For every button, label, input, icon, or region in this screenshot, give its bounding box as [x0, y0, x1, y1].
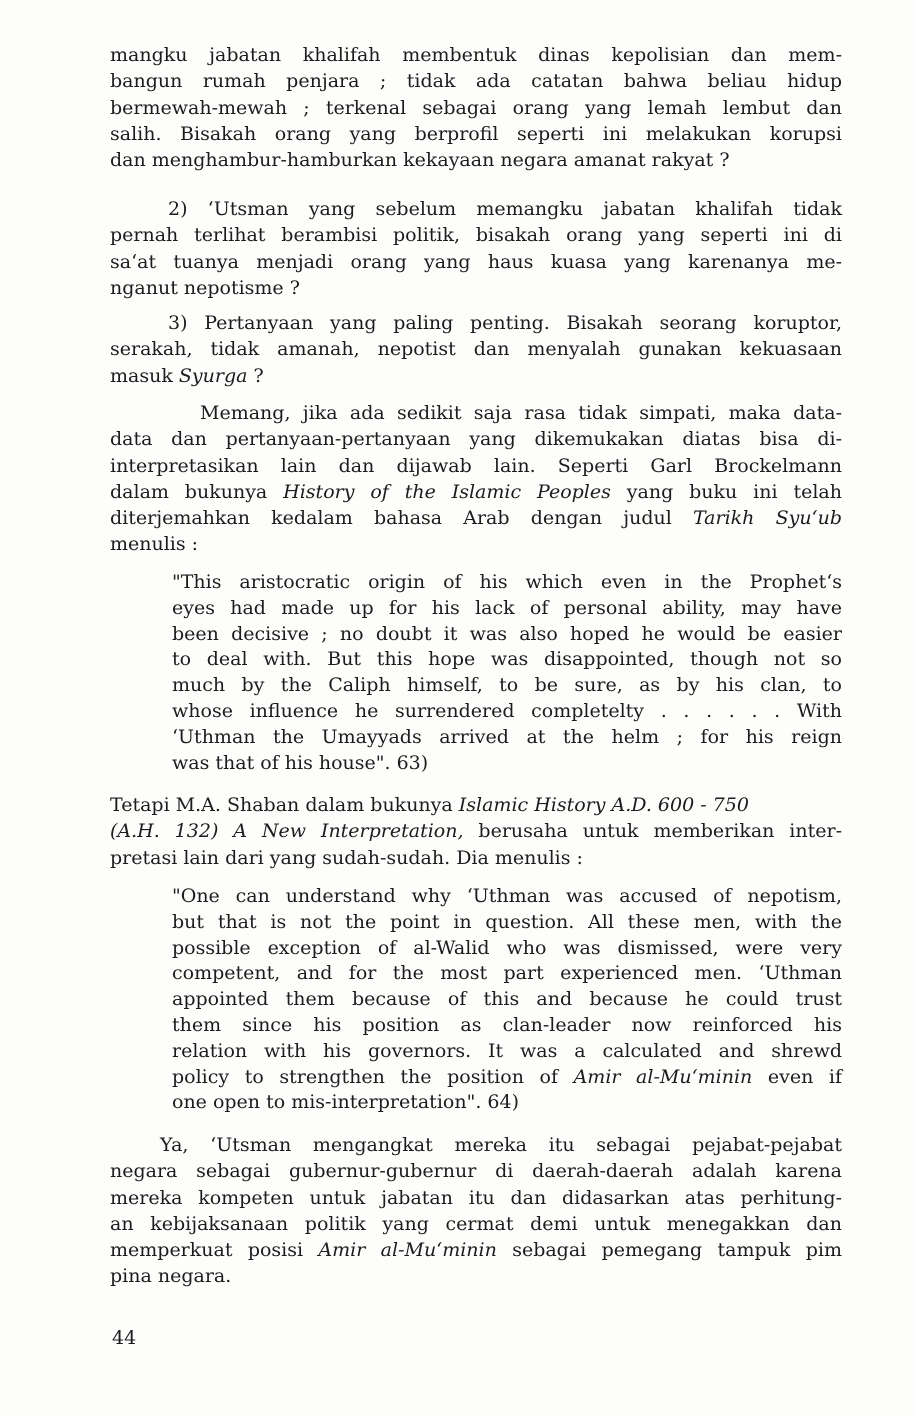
paragraph-line: negara sebagai gubernur-gubernur di daerah-daerah adalah karena: [110, 1160, 842, 1183]
text-run: memperkuat posisi: [110, 1239, 319, 1262]
paragraph-line: mereka kompeten untuk jabatan itu dan didasarkan atas perhitung-: [110, 1186, 842, 1209]
paragraph-line: bangun rumah penjara ; tidak ada catatan bahwa beliau hidup: [110, 70, 842, 93]
paragraph-line: 2) ‘Utsman yang sebelum memangku jabatan khalifah tidak: [168, 198, 842, 220]
quote-line: whose influence he surrendered completelty . . . . . . With: [172, 699, 842, 722]
text-run: dalam bukunya: [110, 480, 284, 503]
quote-line: relation with his governors. It was a calculated and shrewd: [172, 1039, 842, 1062]
quote-line: ‘Uthman the Umayyads arrived at the helm ; for his reign: [172, 725, 842, 748]
paragraph-3: [110, 310, 842, 389]
italic-term: Amir al-Mu‘minin: [573, 1065, 753, 1088]
text-run: policy to strengthen the position of: [172, 1065, 574, 1088]
paragraph-line: Memang, jika ada sedikit saja rasa tidak simpati, maka data-: [200, 402, 842, 424]
quote-line: appointed them because of this and because he could trust: [172, 988, 842, 1011]
book-title: Islamic History A.D. 600 - 750: [458, 794, 749, 816]
quote-line: but that is not the point in question. All these men, with the: [172, 910, 842, 933]
quote-line: [172, 1065, 842, 1091]
block-quote-shaban: [172, 884, 842, 1116]
paragraph-line: salih. Bisakah orang yang berprofil seperti ini melakukan korupsi: [110, 122, 842, 145]
text-run: yang buku ini telah: [610, 480, 842, 503]
paragraph-line: [110, 479, 842, 505]
paragraph-line: [110, 792, 842, 818]
paragraph-line: an kebijaksanaan politik yang cermat demi untuk menegakkan dan: [110, 1212, 842, 1235]
quote-line: eyes had made up for his lack of personal ability, may have: [172, 596, 842, 619]
quote-line: competent, and for the most part experienced men. ‘Uthman: [172, 962, 842, 985]
paragraph-line: data dan pertanyaan-pertanyaan yang dikemukakan diatas bisa di-: [110, 428, 842, 451]
book-title: (A.H. 132) A New Interpretation,: [110, 820, 464, 843]
book-title: History of the Islamic Peoples: [283, 480, 611, 503]
paragraph-line: interpretasikan lain dan dijawab lain. Seperti Garl Brockelmann: [110, 454, 842, 477]
quote-line: one open to mis-interpretation". 64): [172, 1091, 519, 1114]
paragraph-2: [110, 196, 842, 301]
paragraph-1: [110, 42, 842, 173]
text-run: masuk: [110, 364, 179, 387]
paragraph-line: [110, 818, 842, 844]
text-run: Tetapi M.A. Shaban dalam bukunya: [110, 794, 459, 816]
text-run: berusaha untuk memberikan inter-: [463, 820, 842, 843]
paragraph-5: [110, 792, 842, 871]
quote-line: "This aristocratic origin of his which even in the Prophet‘s: [172, 571, 842, 593]
quote-line: them since his position as clan-leader now reinforced his: [172, 1013, 842, 1036]
book-title: Tarikh Syu‘ub: [692, 507, 842, 530]
paragraph-line: mangku jabatan khalifah membentuk dinas kepolisian dan mem-: [110, 44, 842, 66]
block-quote-brockelmann: [172, 570, 842, 776]
paragraph-line: sa‘at tuanya menjadi orang yang haus kuasa yang karenanya me-: [110, 250, 842, 273]
italic-term: Syurga: [178, 364, 248, 387]
paragraph-line: [110, 1237, 842, 1263]
text-run: sebagai pemegang tampuk pim: [496, 1239, 842, 1262]
paragraph-line: Ya, ‘Utsman mengangkat mereka itu sebagai pejabat-pejabat: [160, 1134, 842, 1156]
paragraph-line: menulis :: [110, 533, 199, 556]
paragraph-line: pernah terlihat berambisi politik, bisakah orang yang seperti ini di: [110, 224, 842, 247]
paragraph-6: [110, 1132, 842, 1290]
paragraph-line: nganut nepotisme ?: [110, 276, 300, 299]
italic-term: Amir al-Mu‘minin: [318, 1239, 497, 1262]
paragraph-line: bermewah-mewah ; terkenal sebagai orang yang lemah lembut dan: [110, 96, 842, 119]
paragraph-line: dan menghambur-hamburkan kekayaan negara amanat rakyat ?: [110, 149, 730, 172]
quote-line: to deal with. But this hope was disappointed, though not so: [172, 648, 842, 671]
paragraph-line: pretasi lain dari yang sudah-sudah. Dia menulis :: [110, 846, 583, 869]
paragraph-line: serakah, tidak amanah, nepotist dan menyalah gunakan kekuasaan: [110, 338, 842, 361]
quote-line: "One can understand why ‘Uthman was accused of nepotism,: [172, 885, 842, 907]
paragraph-line: pina negara.: [110, 1265, 232, 1288]
text-run: diterjemahkan kedalam bahasa Arab dengan judul: [110, 507, 693, 530]
page-number: 44: [112, 1327, 137, 1349]
text-run: ?: [247, 364, 264, 387]
quote-line: much by the Caliph himself, to be sure, as by his clan, to: [172, 674, 842, 697]
quote-line: was that of his house". 63): [172, 751, 429, 774]
paragraph-line: [110, 505, 842, 531]
paragraph-4: [110, 400, 842, 558]
quote-line: been decisive ; no doubt it was also hoped he would be easier: [172, 622, 842, 645]
paragraph-line: [110, 363, 842, 389]
paragraph-line: 3) Pertanyaan yang paling penting. Bisakah seorang koruptor,: [168, 312, 842, 334]
text-run: even if: [752, 1065, 842, 1088]
quote-line: possible exception of al-Walid who was dismissed, were very: [172, 936, 842, 959]
